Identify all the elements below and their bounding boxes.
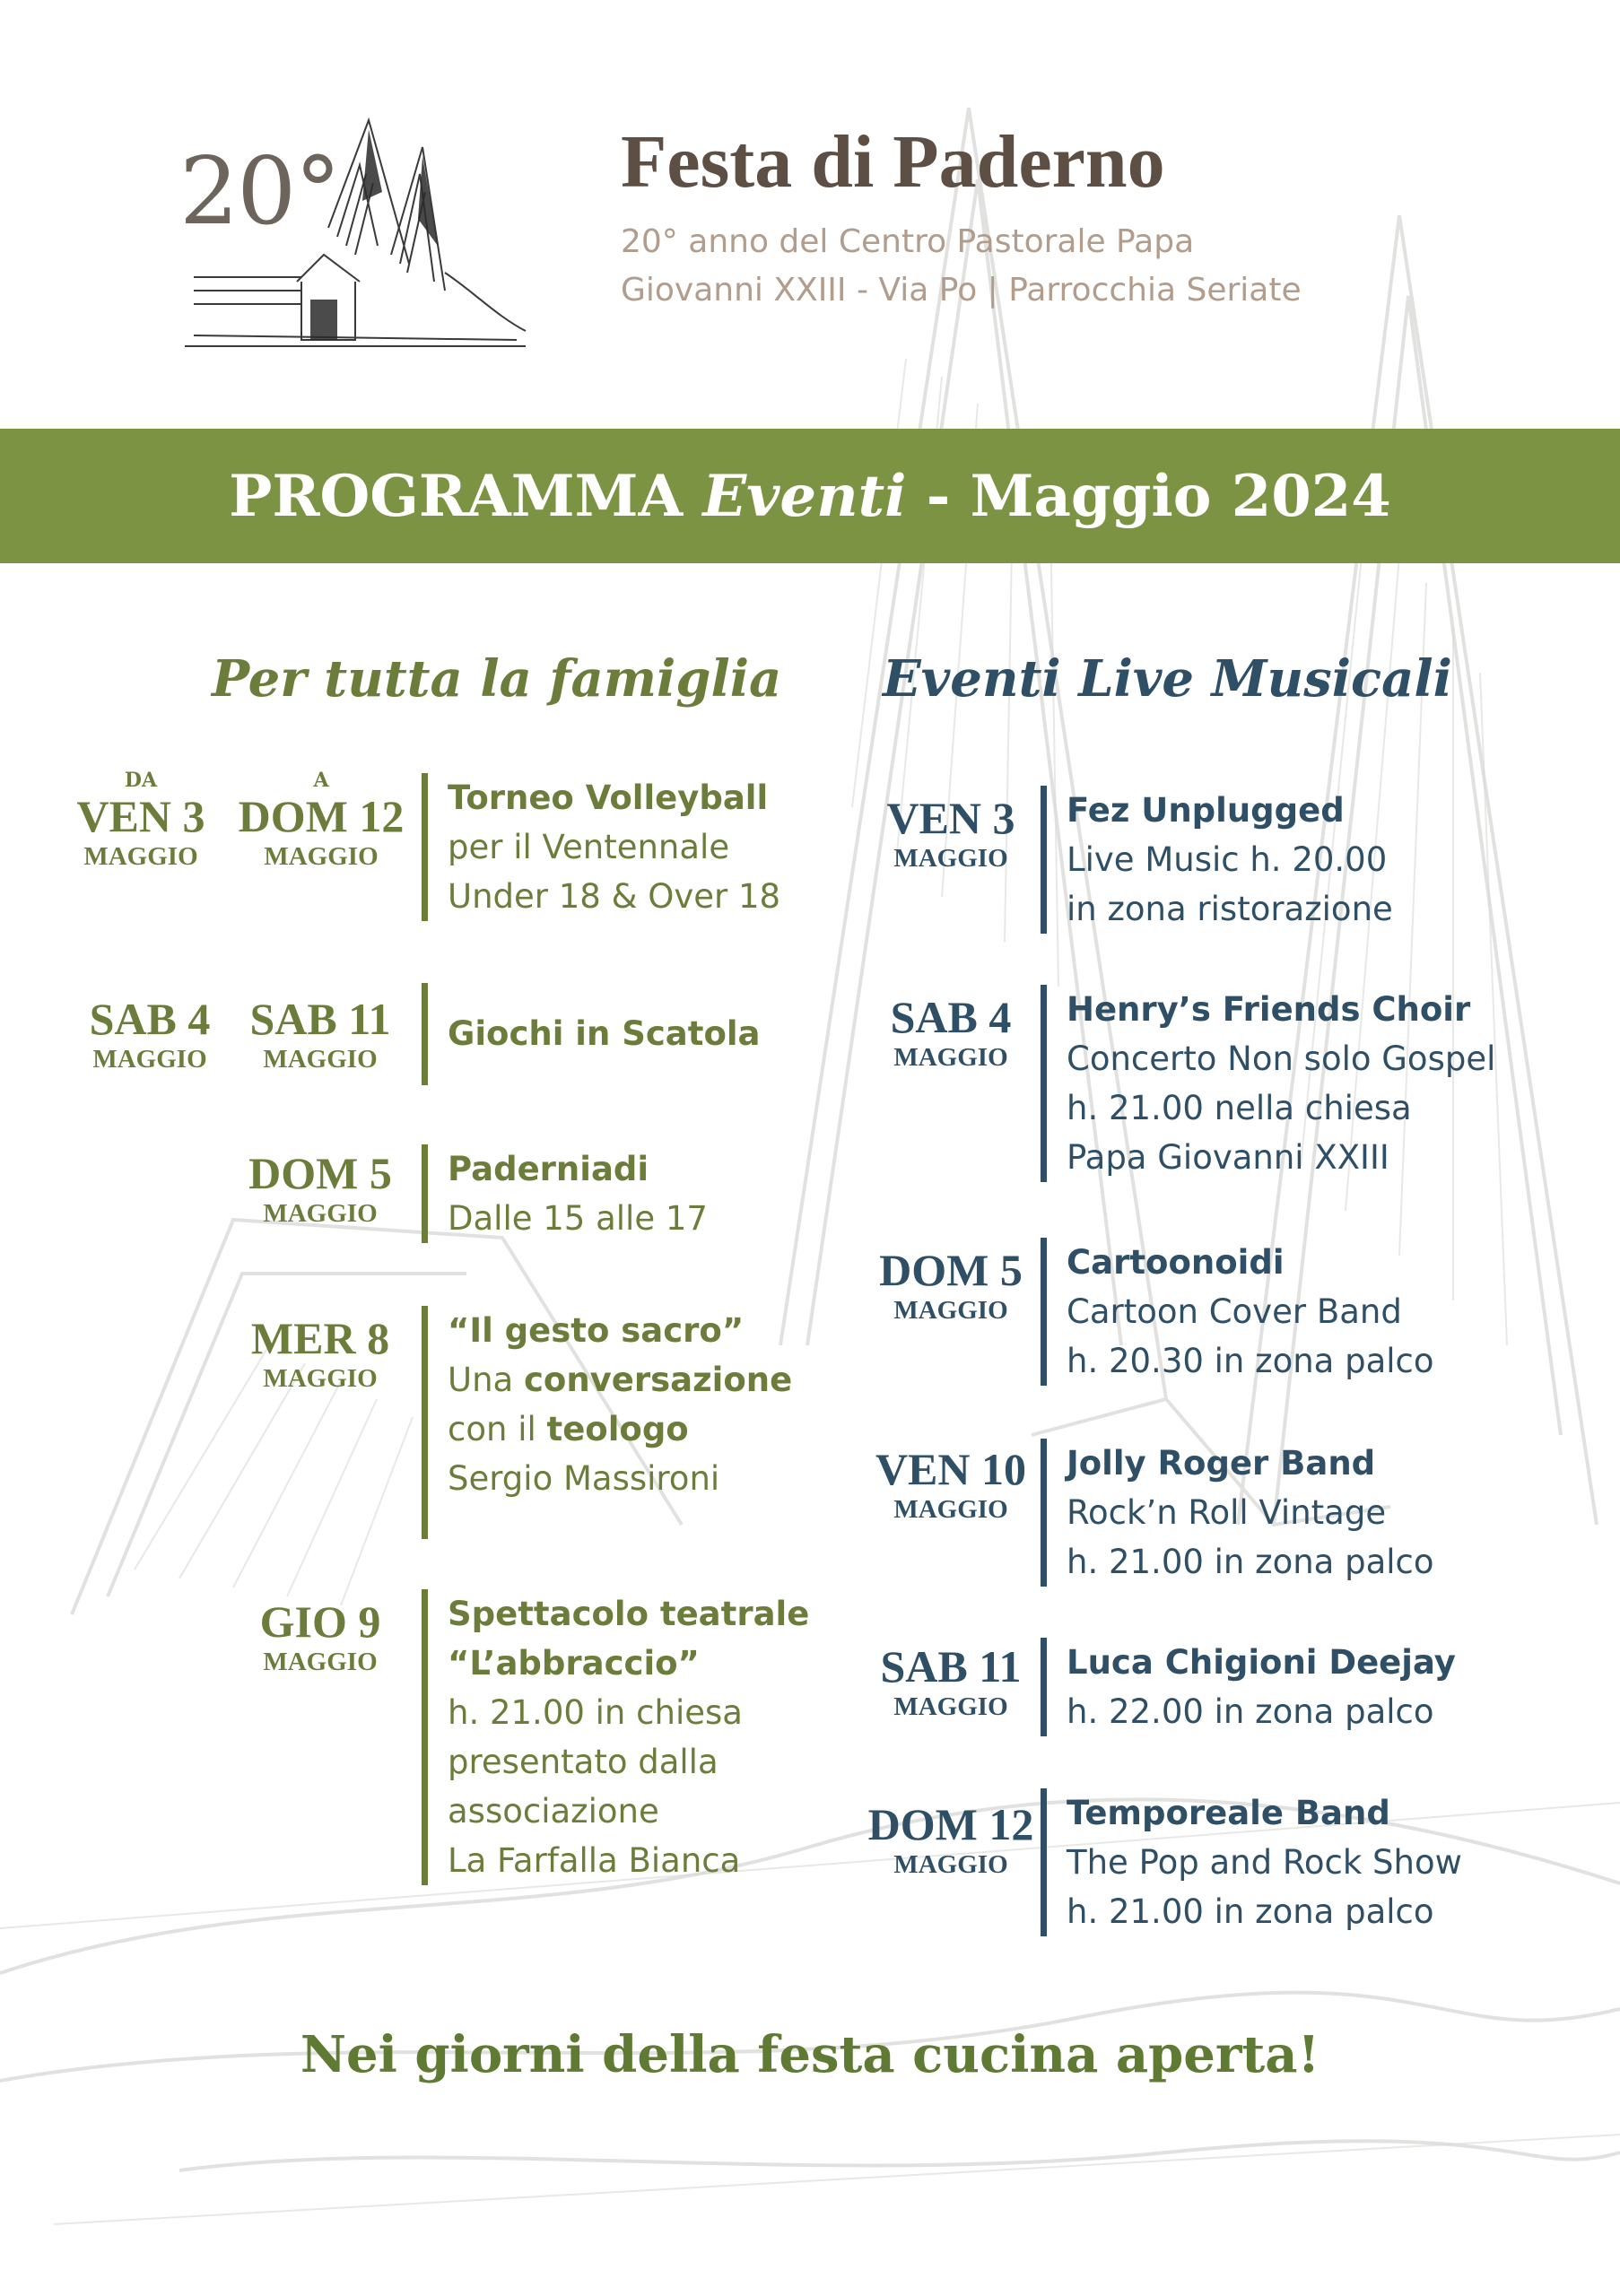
- date-month: MAGGIO: [263, 1648, 378, 1676]
- subtitle: [621, 218, 1428, 315]
- event-title: Cartoonoidi: [1067, 1243, 1285, 1282]
- banner-text: [229, 463, 1391, 530]
- banner-part: - Maggio 2024: [926, 462, 1391, 530]
- date-month: MAGGIO: [263, 1199, 378, 1228]
- banner-part: PROGRAMMA: [229, 462, 684, 530]
- date-month: MAGGIO: [263, 1045, 378, 1074]
- event-line: Rock’n Roll Vintage: [1067, 1493, 1387, 1532]
- event-item: [1041, 1439, 1434, 1587]
- event-title: Temporeale Band: [1067, 1794, 1390, 1832]
- event-line: associazione: [448, 1792, 659, 1831]
- section-heading-music: Eventi Live Musicali: [883, 649, 1452, 709]
- date-day: DOM 12: [867, 1799, 1034, 1849]
- event-title: “Il gesto sacro”: [448, 1311, 745, 1350]
- event-line: Papa Giovanni XXIII: [1067, 1138, 1389, 1177]
- event-line: per il Ventennale: [448, 828, 730, 866]
- event-line: h. 21.00 in zona palco: [1067, 1543, 1434, 1581]
- date-block: [235, 1313, 405, 1394]
- event-item: [1041, 786, 1393, 934]
- event-line: Live Music h. 20.00: [1067, 840, 1388, 879]
- date-day: MER 8: [250, 1313, 390, 1363]
- event-line: Concerto Non solo Gospel: [1067, 1039, 1496, 1078]
- date-from: [83, 994, 217, 1074]
- event-item: [422, 1144, 708, 1243]
- date-day: VEN 3: [886, 793, 1015, 843]
- event-title: Spettacolo teatrale: [448, 1595, 810, 1633]
- date-day: SAB 11: [880, 1641, 1022, 1692]
- date-to: [231, 770, 411, 872]
- page-title: Festa di Paderno: [621, 120, 1165, 204]
- event-title: Paderniadi: [448, 1150, 649, 1188]
- date-day: DOM 12: [238, 791, 405, 841]
- event-line: Dalle 15 alle 17: [448, 1199, 708, 1238]
- event-item: [422, 1306, 792, 1539]
- date-block: [861, 1799, 1041, 1880]
- date-day: DOM 5: [248, 1148, 392, 1198]
- date-day: SAB 4: [89, 994, 211, 1044]
- event-item: [422, 1589, 809, 1885]
- date-block: [861, 1641, 1041, 1722]
- program-banner: [0, 429, 1620, 563]
- date-month: MAGGIO: [92, 1045, 207, 1074]
- date-month: MAGGIO: [264, 842, 379, 871]
- event-item: [422, 983, 761, 1085]
- church-sketch-icon: [176, 111, 535, 353]
- event-title: Torneo Volleyball: [448, 778, 769, 817]
- footer-note: Nei giorni della festa cucina aperta!: [300, 2025, 1320, 2084]
- event-line: Cartoon Cover Band: [1067, 1292, 1402, 1331]
- date-month: MAGGIO: [893, 1495, 1008, 1524]
- event-title: Giochi in Scatola: [448, 1014, 761, 1053]
- date-block: [861, 992, 1041, 1073]
- date-day: SAB 11: [249, 994, 391, 1044]
- event-line: h. 20.30 in zona palco: [1067, 1342, 1434, 1380]
- date-month: MAGGIO: [893, 1850, 1008, 1879]
- event-line: presentato dalla: [448, 1743, 719, 1781]
- date-day: GIO 9: [259, 1596, 381, 1647]
- event-item: [1041, 1238, 1434, 1386]
- event-line: [448, 1405, 792, 1454]
- logo: [176, 111, 535, 353]
- event-title: Jolly Roger Band: [1067, 1444, 1376, 1483]
- date-block: [235, 1148, 405, 1229]
- date-day: SAB 4: [890, 992, 1012, 1042]
- event-line-part: Una: [448, 1361, 524, 1399]
- date-month: MAGGIO: [263, 1364, 378, 1393]
- date-to: [235, 994, 405, 1074]
- event-item: [1041, 1638, 1456, 1736]
- date-month: MAGGIO: [893, 1296, 1008, 1325]
- date-prefix: DA: [124, 769, 158, 792]
- date-block: [861, 793, 1041, 874]
- date-block: [235, 1596, 405, 1677]
- event-line-part-bold: teologo: [546, 1410, 689, 1448]
- event-item: [422, 773, 780, 921]
- date-day: VEN 3: [76, 791, 205, 841]
- date-block: [861, 1444, 1041, 1525]
- event-title: “L’abbraccio”: [448, 1644, 700, 1683]
- event-line: The Pop and Rock Show: [1067, 1843, 1462, 1882]
- event-line: h. 21.00 nella chiesa: [1067, 1089, 1412, 1127]
- date-day: DOM 5: [879, 1245, 1023, 1295]
- event-item: [1041, 985, 1495, 1182]
- date-month: MAGGIO: [893, 1692, 1008, 1721]
- event-line: h. 21.00 in chiesa: [448, 1693, 743, 1732]
- date-day: VEN 10: [875, 1444, 1027, 1494]
- section-heading-family: Per tutta la famiglia: [212, 649, 782, 709]
- event-item: [1041, 1788, 1462, 1936]
- date-block: [861, 1245, 1041, 1326]
- event-line: Sergio Massironi: [448, 1459, 720, 1498]
- event-line: in zona ristorazione: [1067, 890, 1393, 928]
- event-line: h. 21.00 in zona palco: [1067, 1892, 1434, 1931]
- date-prefix: A: [313, 769, 329, 792]
- event-line: h. 22.00 in zona palco: [1067, 1692, 1434, 1731]
- event-title: Henry’s Friends Choir: [1067, 990, 1471, 1029]
- date-month: MAGGIO: [893, 1043, 1008, 1072]
- event-title: Luca Chigioni Deejay: [1067, 1643, 1456, 1682]
- anniversary-number: 20°: [179, 136, 340, 246]
- event-line: Under 18 & Over 18: [448, 877, 781, 916]
- event-line-part: con il: [448, 1410, 547, 1448]
- event-line-part-bold: conversazione: [523, 1361, 793, 1399]
- date-from: [74, 770, 208, 872]
- date-month: MAGGIO: [893, 844, 1008, 873]
- event-line: [448, 1355, 792, 1405]
- event-title: Fez Unplugged: [1067, 791, 1345, 830]
- event-line: La Farfalla Bianca: [448, 1841, 741, 1880]
- subtitle-line: 20° anno del Centro Pastorale Papa: [621, 223, 1195, 260]
- subtitle-line: Giovanni XXIII - Via Po | Parrocchia Seriate: [621, 272, 1302, 309]
- date-month: MAGGIO: [83, 842, 198, 871]
- banner-part-italic: Eventi: [702, 462, 907, 530]
